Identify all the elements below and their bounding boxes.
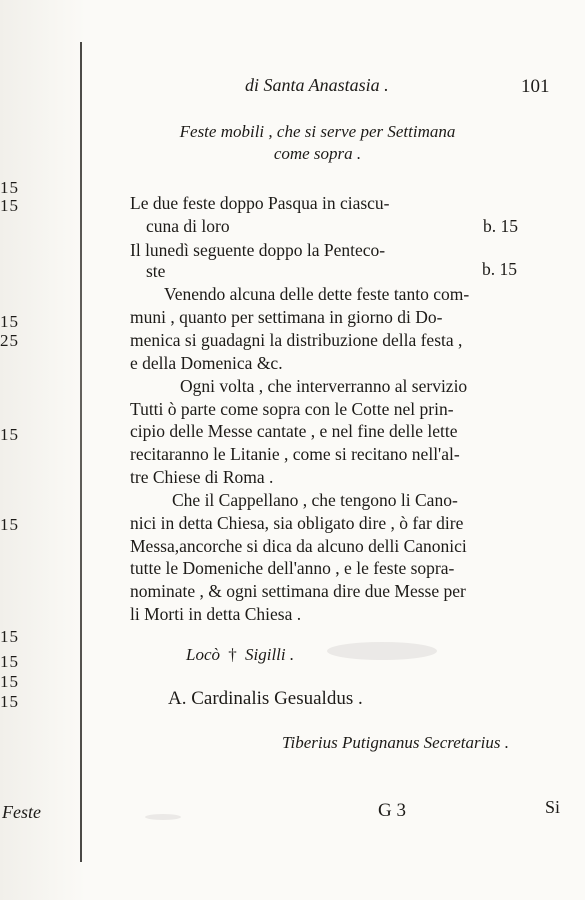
section-heading-line-1: Feste mobili , che si serve per Settimana	[179, 122, 456, 141]
entry-2-line-2: ste	[146, 261, 166, 281]
previous-page-number-fragment: 15	[0, 515, 19, 534]
paragraph-3-line-6: li Morti in detta Chiesa .	[130, 604, 302, 624]
paragraph-3-line-1: Che il Cappellano , che tengono li Cano-	[172, 490, 458, 510]
entry-2-line-1: Il lunedì seguente doppo la Penteco-	[130, 240, 386, 260]
previous-page-number-fragment: 15	[0, 672, 19, 691]
paragraph-2-line-3: cipio delle Messe cantate , e nel fine delle lette	[130, 421, 458, 441]
paragraph-3-line-2: nici in detta Chiesa, sia obligato dire , ò far dire	[130, 513, 464, 533]
seal-right-text: Sigilli .	[245, 645, 295, 664]
entry-2-amount: b. 15	[482, 259, 517, 279]
seal-left-text: Locò	[186, 645, 220, 664]
previous-page-number-fragment: 15	[0, 692, 19, 711]
catchword: Si	[545, 797, 561, 817]
previous-page-number-fragment: 15	[0, 178, 19, 197]
paragraph-2-line-2: Tutti ò parte come sopra con le Cotte nel prin-	[130, 399, 454, 419]
previous-page-number-fragment: 15	[0, 425, 19, 444]
cardinal-signature: A. Cardinalis Gesualdus .	[168, 688, 363, 709]
gutter-shadow	[0, 0, 86, 900]
previous-page-number-fragment: 15	[0, 312, 19, 331]
paragraph-3-line-5: nominate , & ogni settimana dire due Messe per	[130, 581, 466, 601]
page-number: 101	[521, 76, 550, 97]
seal-place-mark	[186, 645, 294, 665]
entry-1-line-2: cuna di loro	[146, 216, 230, 236]
entry-1-line-1: Le due feste doppo Pasqua in ciascu-	[130, 193, 390, 213]
previous-page-number-fragment: 25	[0, 331, 19, 350]
paragraph-1-line-4: e della Domenica &c.	[130, 353, 283, 373]
gutter-binding-line	[80, 42, 82, 862]
section-heading-line-2: come sopra .	[273, 144, 362, 163]
secretary-signature: Tiberius Putignanus Secretarius .	[282, 733, 509, 752]
cross-icon: †	[228, 645, 237, 664]
entry-1-amount: b. 15	[483, 216, 518, 236]
previous-page-catchword: Feste	[2, 802, 41, 822]
previous-page-number-fragment: 15	[0, 627, 19, 646]
printers-signature-mark: G 3	[378, 800, 406, 821]
previous-page-number-fragment: 15	[0, 652, 19, 671]
running-title: di Santa Anastasia .	[245, 75, 389, 95]
paragraph-2-line-4: recitaranno le Litanie , come si recitano nell'al-	[130, 444, 460, 464]
paragraph-3-line-4: tutte le Domeniche dell'anno , e le feste sopra-	[130, 558, 455, 578]
ink-smudge	[327, 642, 437, 660]
paragraph-2-line-5: tre Chiese di Roma .	[130, 467, 274, 487]
previous-page-number-fragment: 15	[0, 196, 19, 215]
paragraph-3-line-3: Messa,ancorche si dica da alcuno delli Canonici	[130, 536, 467, 556]
paragraph-1-line-1: Venendo alcuna delle dette feste tanto com-	[164, 284, 470, 304]
paragraph-1-line-2: muni , quanto per settimana in giorno di Do-	[130, 307, 443, 327]
ink-smudge	[145, 814, 181, 820]
paragraph-1-line-3: menica si guadagni la distribuzione della festa ,	[130, 330, 463, 350]
paragraph-2-line-1: Ogni volta , che interverranno al servizio	[180, 376, 468, 396]
